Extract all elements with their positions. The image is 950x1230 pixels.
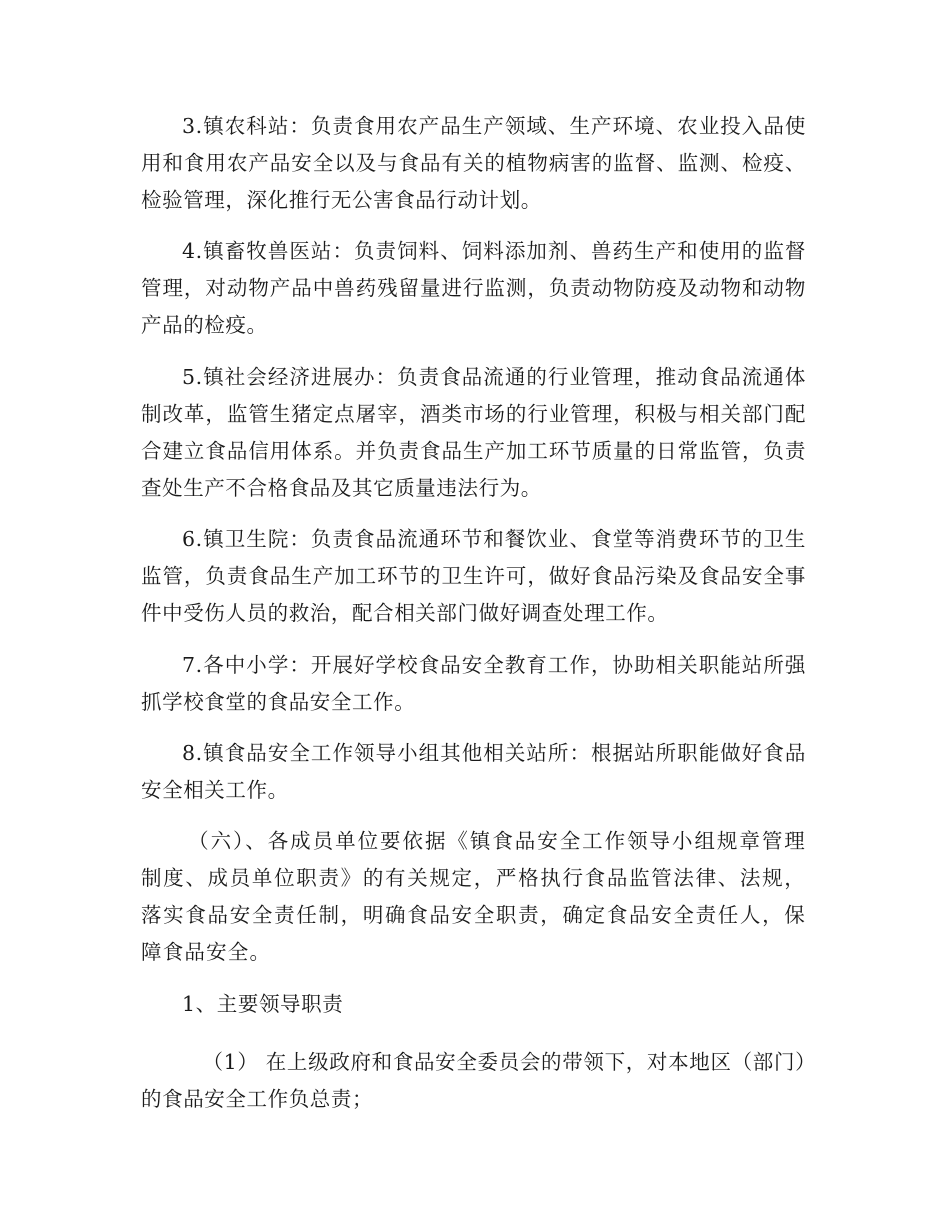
paragraph-veterinary-station: 4.镇畜牧兽医站：负责饲料、饲料添加剂、兽药生产和使用的监督管理，对动物产品中兽药残留量进行监测，负责动物防疫及动物和动物产品的检疫。 [141,239,806,337]
paragraph-section-six: （六）、各成员单位要依据《镇食品安全工作领导小组规章管理制度、成员单位职责》的有关规定，严格执行食品监管法律、法规，落实食品安全责任制，明确食品安全职责，确定食品安全责任人，保障食品安全。 [141,829,806,964]
paragraph-item-one: （1） 在上级政府和食品安全委员会的带领下，对本地区（部门）的食品安全工作负总责； [141,1050,806,1111]
paragraph-agri-station: 3.镇农科站：负责食用农产品生产领域、生产环境、农业投入品使用和食用农产品安全以及与食品有关的植物病害的监督、监测、检疫、检验管理，深化推行无公害食品行动计划。 [141,114,806,212]
paragraph-schools: 7.各中小学：开展好学校食品安全教育工作，协助相关职能站所强抓学校食堂的食品安全工作。 [141,653,806,714]
paragraph-other-stations: 8.镇食品安全工作领导小组其他相关站所：根据站所职能做好食品安全相关工作。 [141,741,806,802]
paragraph-economic-office: 5.镇社会经济进展办：负责食品流通的行业管理，推动食品流通体制改革，监管生猪定点屠宰，酒类市场的行业管理，积极与相关部门配合建立食品信用体系。并负责食品生产加工环节质量的日常监管，负责查处生产不合格食品及其它质量违法行为。 [141,365,806,500]
paragraph-main-leader-heading: 1、主要领导职责 [182,992,344,1016]
paragraph-health-center: 6.镇卫生院：负责食品流通环节和餐饮业、食堂等消费环节的卫生监管，负责食品生产加工环节的卫生许可，做好食品污染及食品安全事件中受伤人员的救治，配合相关部门做好调查处理工作。 [141,527,806,625]
